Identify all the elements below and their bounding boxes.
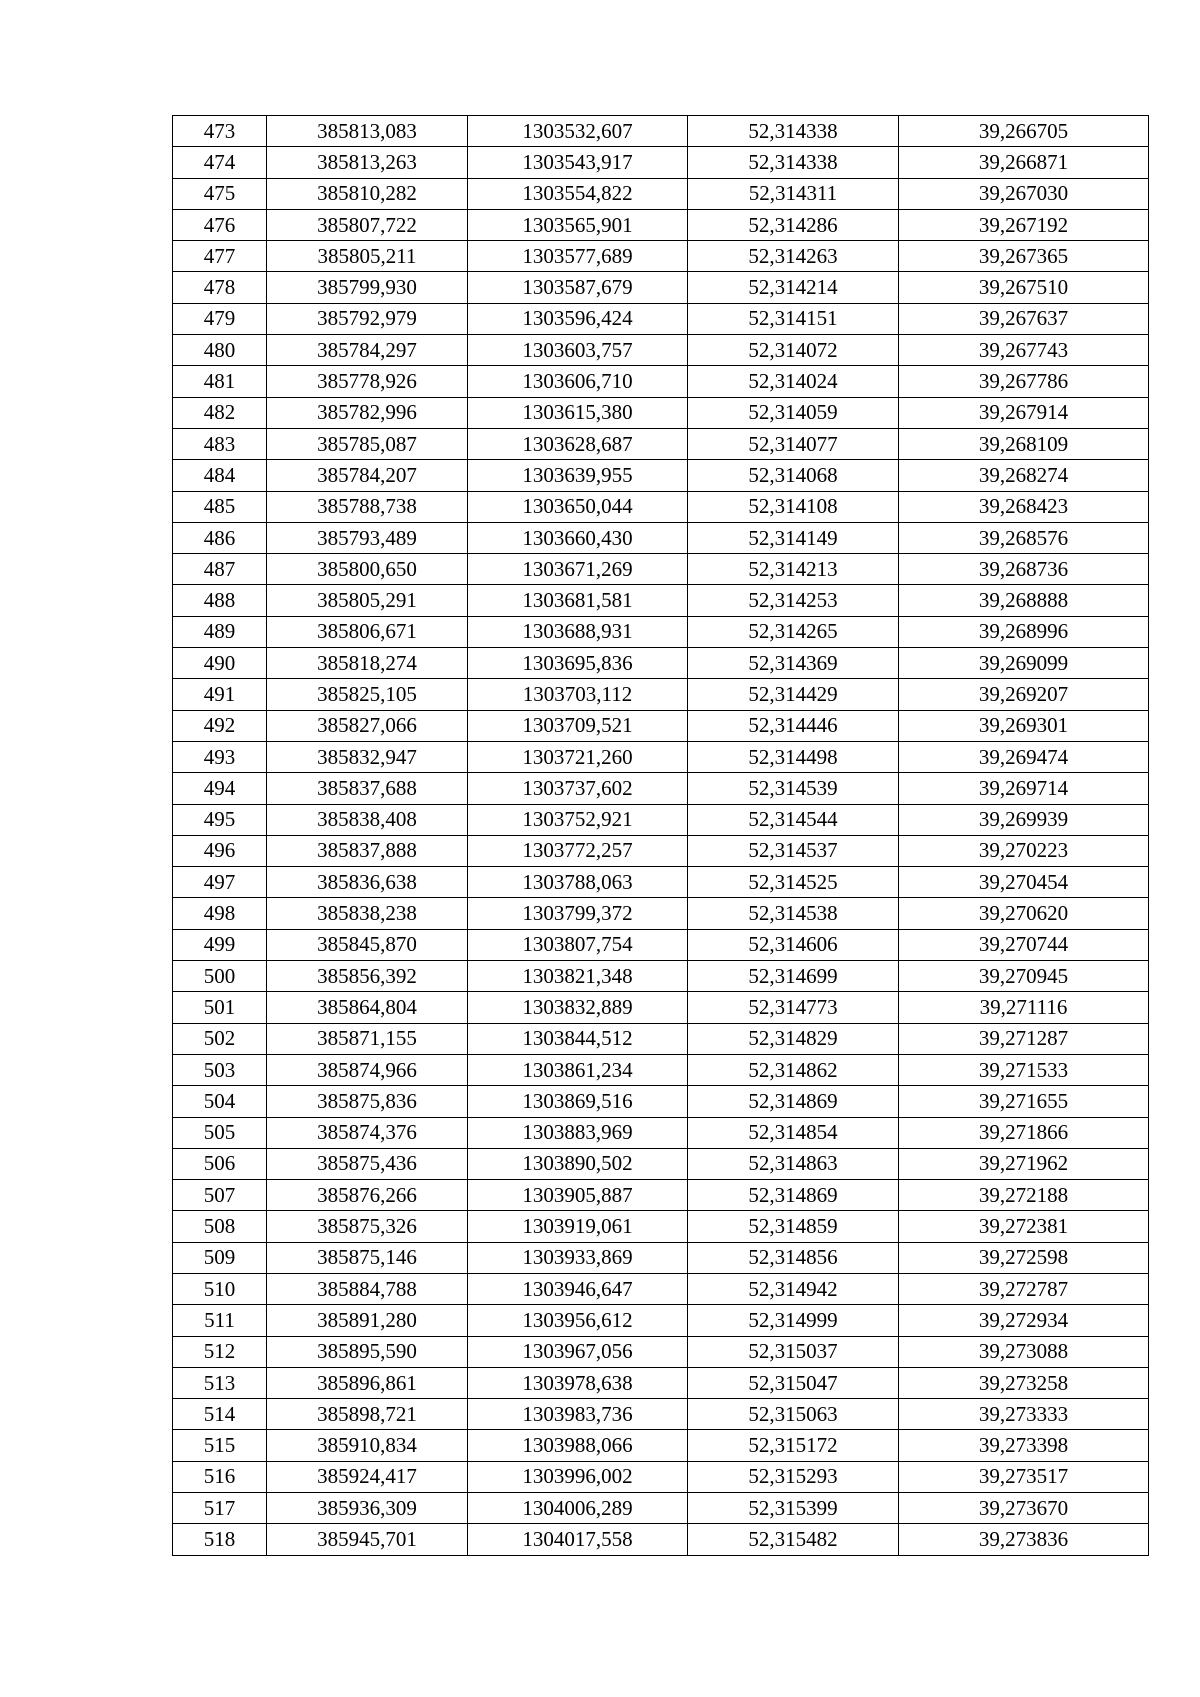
longitude-cell: 39,272598: [899, 1242, 1149, 1273]
x-coordinate-cell: 385813,263: [267, 147, 468, 178]
table-row: [173, 1461, 1149, 1492]
longitude-cell: 39,267786: [899, 366, 1149, 397]
x-coordinate-cell: 385784,297: [267, 335, 468, 366]
point-number-cell: 502: [173, 1023, 267, 1054]
longitude-cell: 39,270945: [899, 961, 1149, 992]
table-row: [173, 835, 1149, 866]
longitude-cell: 39,269301: [899, 710, 1149, 741]
latitude-cell: 52,314446: [688, 710, 899, 741]
longitude-cell: 39,273333: [899, 1399, 1149, 1430]
x-coordinate-cell: 385896,861: [267, 1367, 468, 1398]
longitude-cell: 39,271866: [899, 1117, 1149, 1148]
y-coordinate-cell: 1303861,234: [468, 1054, 688, 1085]
y-coordinate-cell: 1303532,607: [468, 116, 688, 147]
x-coordinate-cell: 385784,207: [267, 460, 468, 491]
x-coordinate-cell: 385818,274: [267, 648, 468, 679]
y-coordinate-cell: 1303832,889: [468, 992, 688, 1023]
latitude-cell: 52,314151: [688, 303, 899, 334]
point-number-cell: 473: [173, 116, 267, 147]
point-number-cell: 493: [173, 741, 267, 772]
table-row: [173, 209, 1149, 240]
latitude-cell: 52,315399: [688, 1493, 899, 1524]
x-coordinate-cell: 385874,966: [267, 1054, 468, 1085]
point-number-cell: 480: [173, 335, 267, 366]
latitude-cell: 52,314999: [688, 1305, 899, 1336]
latitude-cell: 52,314214: [688, 272, 899, 303]
point-number-cell: 513: [173, 1367, 267, 1398]
longitude-cell: 39,273088: [899, 1336, 1149, 1367]
y-coordinate-cell: 1303883,969: [468, 1117, 688, 1148]
latitude-cell: 52,314942: [688, 1273, 899, 1304]
point-number-cell: 510: [173, 1273, 267, 1304]
y-coordinate-cell: 1303721,260: [468, 741, 688, 772]
latitude-cell: 52,314773: [688, 992, 899, 1023]
table-row: [173, 1430, 1149, 1461]
x-coordinate-cell: 385945,701: [267, 1524, 468, 1555]
point-number-cell: 478: [173, 272, 267, 303]
x-coordinate-cell: 385837,688: [267, 773, 468, 804]
table-row: [173, 1054, 1149, 1085]
point-number-cell: 503: [173, 1054, 267, 1085]
y-coordinate-cell: 1303565,901: [468, 209, 688, 240]
longitude-cell: 39,268996: [899, 616, 1149, 647]
latitude-cell: 52,314537: [688, 835, 899, 866]
longitude-cell: 39,267914: [899, 397, 1149, 428]
latitude-cell: 52,314525: [688, 867, 899, 898]
table-row: [173, 992, 1149, 1023]
latitude-cell: 52,314253: [688, 585, 899, 616]
table-row: [173, 804, 1149, 835]
point-number-cell: 517: [173, 1493, 267, 1524]
coordinates-table-body: [173, 116, 1149, 1556]
point-number-cell: 487: [173, 554, 267, 585]
table-row: [173, 272, 1149, 303]
y-coordinate-cell: 1303639,955: [468, 460, 688, 491]
point-number-cell: 490: [173, 648, 267, 679]
y-coordinate-cell: 1303603,757: [468, 335, 688, 366]
point-number-cell: 491: [173, 679, 267, 710]
point-number-cell: 479: [173, 303, 267, 334]
latitude-cell: 52,314265: [688, 616, 899, 647]
x-coordinate-cell: 385875,326: [267, 1211, 468, 1242]
point-number-cell: 515: [173, 1430, 267, 1461]
point-number-cell: 489: [173, 616, 267, 647]
y-coordinate-cell: 1304017,558: [468, 1524, 688, 1555]
x-coordinate-cell: 385800,650: [267, 554, 468, 585]
longitude-cell: 39,268423: [899, 491, 1149, 522]
y-coordinate-cell: 1303577,689: [468, 241, 688, 272]
latitude-cell: 52,314544: [688, 804, 899, 835]
point-number-cell: 484: [173, 460, 267, 491]
latitude-cell: 52,315037: [688, 1336, 899, 1367]
point-number-cell: 505: [173, 1117, 267, 1148]
y-coordinate-cell: 1303946,647: [468, 1273, 688, 1304]
y-coordinate-cell: 1303554,822: [468, 178, 688, 209]
table-row: [173, 710, 1149, 741]
longitude-cell: 39,268888: [899, 585, 1149, 616]
x-coordinate-cell: 385832,947: [267, 741, 468, 772]
table-row: [173, 1273, 1149, 1304]
x-coordinate-cell: 385874,376: [267, 1117, 468, 1148]
table-row: [173, 178, 1149, 209]
table-row: [173, 1399, 1149, 1430]
x-coordinate-cell: 385813,083: [267, 116, 468, 147]
point-number-cell: 511: [173, 1305, 267, 1336]
longitude-cell: 39,273517: [899, 1461, 1149, 1492]
table-row: [173, 491, 1149, 522]
y-coordinate-cell: 1303978,638: [468, 1367, 688, 1398]
latitude-cell: 52,314862: [688, 1054, 899, 1085]
longitude-cell: 39,266705: [899, 116, 1149, 147]
x-coordinate-cell: 385810,282: [267, 178, 468, 209]
table-row: [173, 460, 1149, 491]
longitude-cell: 39,273258: [899, 1367, 1149, 1398]
point-number-cell: 483: [173, 428, 267, 459]
table-row: [173, 397, 1149, 428]
x-coordinate-cell: 385782,996: [267, 397, 468, 428]
table-row: [173, 616, 1149, 647]
longitude-cell: 39,272787: [899, 1273, 1149, 1304]
x-coordinate-cell: 385827,066: [267, 710, 468, 741]
table-row: [173, 961, 1149, 992]
coordinates-table: [172, 115, 1149, 1556]
latitude-cell: 52,314072: [688, 335, 899, 366]
y-coordinate-cell: 1303709,521: [468, 710, 688, 741]
table-row: [173, 303, 1149, 334]
point-number-cell: 518: [173, 1524, 267, 1555]
latitude-cell: 52,315063: [688, 1399, 899, 1430]
point-number-cell: 500: [173, 961, 267, 992]
table-row: [173, 241, 1149, 272]
latitude-cell: 52,314699: [688, 961, 899, 992]
table-row: [173, 929, 1149, 960]
table-row: [173, 648, 1149, 679]
table-row: [173, 679, 1149, 710]
point-number-cell: 495: [173, 804, 267, 835]
x-coordinate-cell: 385807,722: [267, 209, 468, 240]
table-row: [173, 1305, 1149, 1336]
y-coordinate-cell: 1303799,372: [468, 898, 688, 929]
point-number-cell: 475: [173, 178, 267, 209]
table-row: [173, 1242, 1149, 1273]
table-row: [173, 116, 1149, 147]
y-coordinate-cell: 1303807,754: [468, 929, 688, 960]
longitude-cell: 39,270744: [899, 929, 1149, 960]
longitude-cell: 39,270454: [899, 867, 1149, 898]
table-row: [173, 1180, 1149, 1211]
x-coordinate-cell: 385838,238: [267, 898, 468, 929]
latitude-cell: 52,314263: [688, 241, 899, 272]
latitude-cell: 52,314149: [688, 522, 899, 553]
table-row: [173, 898, 1149, 929]
longitude-cell: 39,273670: [899, 1493, 1149, 1524]
y-coordinate-cell: 1303933,869: [468, 1242, 688, 1273]
y-coordinate-cell: 1303587,679: [468, 272, 688, 303]
point-number-cell: 499: [173, 929, 267, 960]
point-number-cell: 476: [173, 209, 267, 240]
y-coordinate-cell: 1303983,736: [468, 1399, 688, 1430]
longitude-cell: 39,268576: [899, 522, 1149, 553]
table-row: [173, 1524, 1149, 1555]
longitude-cell: 39,271533: [899, 1054, 1149, 1085]
table-row: [173, 741, 1149, 772]
latitude-cell: 52,314854: [688, 1117, 899, 1148]
latitude-cell: 52,315482: [688, 1524, 899, 1555]
latitude-cell: 52,314498: [688, 741, 899, 772]
latitude-cell: 52,314429: [688, 679, 899, 710]
longitude-cell: 39,267637: [899, 303, 1149, 334]
table-row: [173, 1367, 1149, 1398]
y-coordinate-cell: 1303844,512: [468, 1023, 688, 1054]
x-coordinate-cell: 385875,836: [267, 1086, 468, 1117]
y-coordinate-cell: 1303737,602: [468, 773, 688, 804]
longitude-cell: 39,271962: [899, 1148, 1149, 1179]
point-number-cell: 497: [173, 867, 267, 898]
y-coordinate-cell: 1303919,061: [468, 1211, 688, 1242]
point-number-cell: 506: [173, 1148, 267, 1179]
x-coordinate-cell: 385792,979: [267, 303, 468, 334]
x-coordinate-cell: 385793,489: [267, 522, 468, 553]
x-coordinate-cell: 385825,105: [267, 679, 468, 710]
latitude-cell: 52,314311: [688, 178, 899, 209]
latitude-cell: 52,315172: [688, 1430, 899, 1461]
longitude-cell: 39,269099: [899, 648, 1149, 679]
y-coordinate-cell: 1303869,516: [468, 1086, 688, 1117]
table-row: [173, 335, 1149, 366]
x-coordinate-cell: 385837,888: [267, 835, 468, 866]
y-coordinate-cell: 1303596,424: [468, 303, 688, 334]
y-coordinate-cell: 1303703,112: [468, 679, 688, 710]
x-coordinate-cell: 385778,926: [267, 366, 468, 397]
y-coordinate-cell: 1303671,269: [468, 554, 688, 585]
x-coordinate-cell: 385891,280: [267, 1305, 468, 1336]
table-row: [173, 1336, 1149, 1367]
y-coordinate-cell: 1303996,002: [468, 1461, 688, 1492]
table-row: [173, 366, 1149, 397]
latitude-cell: 52,314077: [688, 428, 899, 459]
latitude-cell: 52,314869: [688, 1086, 899, 1117]
point-number-cell: 496: [173, 835, 267, 866]
latitude-cell: 52,314059: [688, 397, 899, 428]
y-coordinate-cell: 1303772,257: [468, 835, 688, 866]
table-row: [173, 1117, 1149, 1148]
longitude-cell: 39,267510: [899, 272, 1149, 303]
x-coordinate-cell: 385785,087: [267, 428, 468, 459]
longitude-cell: 39,271655: [899, 1086, 1149, 1117]
latitude-cell: 52,314538: [688, 898, 899, 929]
y-coordinate-cell: 1303688,931: [468, 616, 688, 647]
longitude-cell: 39,267743: [899, 335, 1149, 366]
point-number-cell: 514: [173, 1399, 267, 1430]
x-coordinate-cell: 385910,834: [267, 1430, 468, 1461]
table-row: [173, 1023, 1149, 1054]
longitude-cell: 39,273398: [899, 1430, 1149, 1461]
y-coordinate-cell: 1303890,502: [468, 1148, 688, 1179]
table-row: [173, 147, 1149, 178]
latitude-cell: 52,314856: [688, 1242, 899, 1273]
latitude-cell: 52,314829: [688, 1023, 899, 1054]
x-coordinate-cell: 385864,804: [267, 992, 468, 1023]
latitude-cell: 52,314108: [688, 491, 899, 522]
y-coordinate-cell: 1303788,063: [468, 867, 688, 898]
latitude-cell: 52,314338: [688, 147, 899, 178]
x-coordinate-cell: 385799,930: [267, 272, 468, 303]
x-coordinate-cell: 385884,788: [267, 1273, 468, 1304]
latitude-cell: 52,314213: [688, 554, 899, 585]
y-coordinate-cell: 1304006,289: [468, 1493, 688, 1524]
point-number-cell: 512: [173, 1336, 267, 1367]
longitude-cell: 39,269207: [899, 679, 1149, 710]
longitude-cell: 39,272188: [899, 1180, 1149, 1211]
table-row: [173, 522, 1149, 553]
x-coordinate-cell: 385898,721: [267, 1399, 468, 1430]
x-coordinate-cell: 385936,309: [267, 1493, 468, 1524]
point-number-cell: 486: [173, 522, 267, 553]
x-coordinate-cell: 385805,211: [267, 241, 468, 272]
latitude-cell: 52,314024: [688, 366, 899, 397]
latitude-cell: 52,314859: [688, 1211, 899, 1242]
y-coordinate-cell: 1303821,348: [468, 961, 688, 992]
point-number-cell: 501: [173, 992, 267, 1023]
y-coordinate-cell: 1303650,044: [468, 491, 688, 522]
y-coordinate-cell: 1303543,917: [468, 147, 688, 178]
longitude-cell: 39,273836: [899, 1524, 1149, 1555]
x-coordinate-cell: 385806,671: [267, 616, 468, 647]
point-number-cell: 474: [173, 147, 267, 178]
longitude-cell: 39,267365: [899, 241, 1149, 272]
longitude-cell: 39,270223: [899, 835, 1149, 866]
y-coordinate-cell: 1303628,687: [468, 428, 688, 459]
point-number-cell: 508: [173, 1211, 267, 1242]
longitude-cell: 39,269714: [899, 773, 1149, 804]
y-coordinate-cell: 1303988,066: [468, 1430, 688, 1461]
y-coordinate-cell: 1303606,710: [468, 366, 688, 397]
x-coordinate-cell: 385875,436: [267, 1148, 468, 1179]
table-row: [173, 1148, 1149, 1179]
point-number-cell: 485: [173, 491, 267, 522]
longitude-cell: 39,269474: [899, 741, 1149, 772]
point-number-cell: 498: [173, 898, 267, 929]
latitude-cell: 52,314863: [688, 1148, 899, 1179]
point-number-cell: 488: [173, 585, 267, 616]
longitude-cell: 39,271287: [899, 1023, 1149, 1054]
longitude-cell: 39,271116: [899, 992, 1149, 1023]
x-coordinate-cell: 385805,291: [267, 585, 468, 616]
y-coordinate-cell: 1303905,887: [468, 1180, 688, 1211]
y-coordinate-cell: 1303752,921: [468, 804, 688, 835]
longitude-cell: 39,266871: [899, 147, 1149, 178]
table-row: [173, 773, 1149, 804]
point-number-cell: 516: [173, 1461, 267, 1492]
table-row: [173, 867, 1149, 898]
longitude-cell: 39,268736: [899, 554, 1149, 585]
y-coordinate-cell: 1303695,836: [468, 648, 688, 679]
point-number-cell: 507: [173, 1180, 267, 1211]
longitude-cell: 39,268109: [899, 428, 1149, 459]
longitude-cell: 39,270620: [899, 898, 1149, 929]
latitude-cell: 52,314369: [688, 648, 899, 679]
latitude-cell: 52,314606: [688, 929, 899, 960]
latitude-cell: 52,315293: [688, 1461, 899, 1492]
point-number-cell: 477: [173, 241, 267, 272]
table-row: [173, 1211, 1149, 1242]
longitude-cell: 39,272934: [899, 1305, 1149, 1336]
x-coordinate-cell: 385875,146: [267, 1242, 468, 1273]
point-number-cell: 482: [173, 397, 267, 428]
table-row: [173, 585, 1149, 616]
table-row: [173, 428, 1149, 459]
y-coordinate-cell: 1303967,056: [468, 1336, 688, 1367]
x-coordinate-cell: 385871,155: [267, 1023, 468, 1054]
x-coordinate-cell: 385895,590: [267, 1336, 468, 1367]
longitude-cell: 39,267030: [899, 178, 1149, 209]
x-coordinate-cell: 385788,738: [267, 491, 468, 522]
point-number-cell: 481: [173, 366, 267, 397]
table-row: [173, 1493, 1149, 1524]
table-row: [173, 554, 1149, 585]
latitude-cell: 52,314869: [688, 1180, 899, 1211]
y-coordinate-cell: 1303956,612: [468, 1305, 688, 1336]
point-number-cell: 504: [173, 1086, 267, 1117]
point-number-cell: 492: [173, 710, 267, 741]
longitude-cell: 39,272381: [899, 1211, 1149, 1242]
y-coordinate-cell: 1303660,430: [468, 522, 688, 553]
longitude-cell: 39,268274: [899, 460, 1149, 491]
x-coordinate-cell: 385836,638: [267, 867, 468, 898]
x-coordinate-cell: 385856,392: [267, 961, 468, 992]
x-coordinate-cell: 385838,408: [267, 804, 468, 835]
longitude-cell: 39,269939: [899, 804, 1149, 835]
point-number-cell: 494: [173, 773, 267, 804]
x-coordinate-cell: 385876,266: [267, 1180, 468, 1211]
latitude-cell: 52,314338: [688, 116, 899, 147]
x-coordinate-cell: 385845,870: [267, 929, 468, 960]
latitude-cell: 52,315047: [688, 1367, 899, 1398]
y-coordinate-cell: 1303615,380: [468, 397, 688, 428]
latitude-cell: 52,314539: [688, 773, 899, 804]
longitude-cell: 39,267192: [899, 209, 1149, 240]
latitude-cell: 52,314286: [688, 209, 899, 240]
point-number-cell: 509: [173, 1242, 267, 1273]
latitude-cell: 52,314068: [688, 460, 899, 491]
table-row: [173, 1086, 1149, 1117]
y-coordinate-cell: 1303681,581: [468, 585, 688, 616]
x-coordinate-cell: 385924,417: [267, 1461, 468, 1492]
